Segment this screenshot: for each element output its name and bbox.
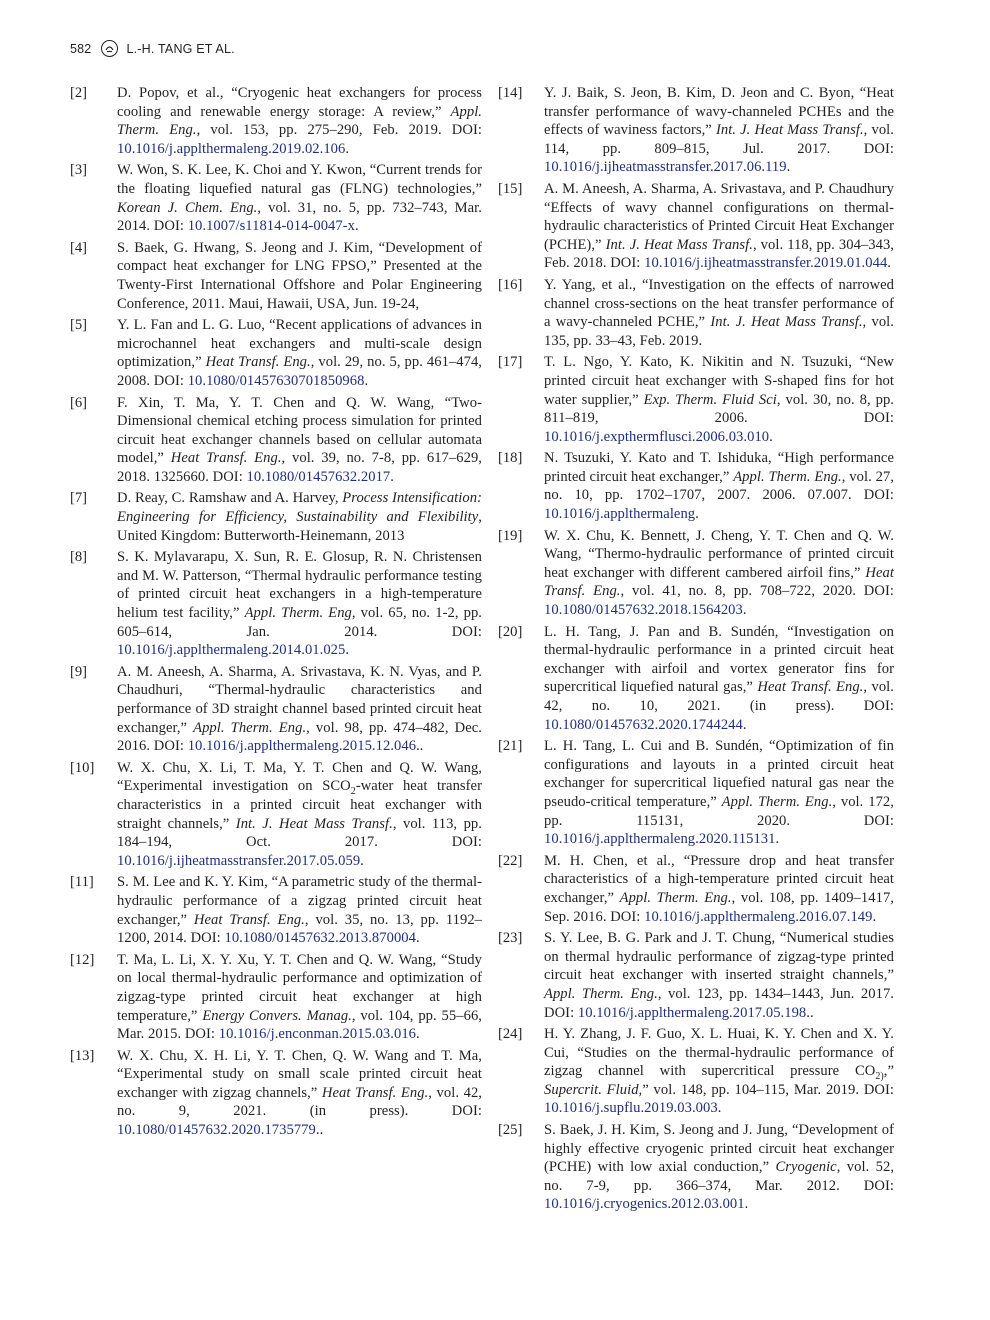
- reference-journal: Exp. Therm. Fluid Sci: [643, 391, 777, 408]
- reference-item: [498, 737, 894, 849]
- reference-text: [544, 449, 894, 523]
- reference-number: [8]: [70, 549, 88, 566]
- reference-item: [498, 1121, 894, 1214]
- reference-journal: Appl. Therm. Eng.: [544, 985, 658, 1002]
- reference-item: [70, 1047, 482, 1140]
- reference-number: [11]: [70, 874, 94, 891]
- reference-details: , vol. 27, no. 10, pp. 1702–1707, 2007. 2006. 07.007. DOI:: [544, 468, 894, 504]
- reference-doi-link[interactable]: 10.1016/j.cryogenics.2012.03.001: [544, 1196, 745, 1213]
- reference-doi-link[interactable]: 10.1016/j.expthermflusci.2006.03.010: [544, 428, 770, 445]
- reference-end: .: [416, 1026, 420, 1043]
- reference-doi-link[interactable]: 10.1016/j.applthermaleng: [544, 506, 696, 523]
- reference-title-cont: ,”: [883, 1063, 894, 1080]
- reference-number: [5]: [70, 317, 88, 334]
- reference-details: ” vol. 148, pp. 104–115, Mar. 2019. DOI:: [642, 1081, 895, 1098]
- running-header: [70, 40, 235, 57]
- reference-details: , vol. 113, pp. 184–194, Oct. 2017. DOI:: [117, 815, 482, 851]
- reference-end: .: [364, 372, 369, 389]
- reference-journal: Supercrit. Fluid,: [544, 1081, 643, 1098]
- reference-item: [70, 951, 482, 1044]
- reference-end: ..: [806, 1004, 814, 1021]
- reference-journal: Heat Transf. Eng.: [170, 450, 282, 467]
- reference-number: [4]: [70, 239, 88, 256]
- reference-text: [117, 161, 482, 235]
- reference-title-cont: -water heat transfer characteristics in a printed circuit heat exchanger with straight channels,”: [117, 778, 482, 832]
- reference-journal: Cryogenic: [775, 1159, 837, 1176]
- reference-item: [70, 161, 482, 235]
- reference-doi-link[interactable]: 10.1007/s11814-014-0047-x: [187, 218, 355, 235]
- reference-text: [117, 548, 482, 660]
- reference-details: , vol. 108, pp. 1409–1417, Sep. 2016. DOI:: [544, 889, 894, 925]
- reference-doi-link[interactable]: 10.1016/j.applthermaleng.2014.01.025: [117, 642, 346, 659]
- reference-text: [544, 852, 894, 926]
- reference-doi-link[interactable]: 10.1016/j.ijheatmasstransfer.2019.01.044: [644, 255, 888, 272]
- reference-authors-title: L. H. Tang, J. Pan and B. Sundén, “Investigation on thermal-hydraulic performance in a printed circuit heat exchanger with airfoil and vortex generator fins for supercritical liquefied natural gas,”: [544, 623, 894, 696]
- reference-item: [70, 873, 482, 947]
- reference-number: [3]: [70, 162, 88, 179]
- reference-authors-title: D. Reay, C. Ramshaw and A. Harvey,: [117, 490, 343, 507]
- reference-text: [117, 489, 482, 545]
- reference-end: .: [345, 140, 350, 157]
- reference-details: , United Kingdom: Butterworth-Heinemann, 2013: [117, 509, 482, 544]
- reference-authors-title: T. L. Ngo, Y. Kato, K. Nikitin and N. Tsuzuki, “New printed circuit heat exchanger with S-shaped fins for hot water supplier,”: [544, 354, 894, 408]
- reference-details: , vol. 104, pp. 55–66, Mar. 2015. DOI:: [117, 1007, 482, 1043]
- reference-end: .: [355, 218, 359, 235]
- reference-journal: Energy Convers. Manag.: [202, 1007, 352, 1024]
- reference-journal: Appl. Therm. Eng.: [619, 889, 732, 906]
- reference-authors-title: Y. Yang, et al., “Investigation on the effects of narrowed channel cross-sections on the heat transfer performance of a wavy-channeled PCHE,”: [544, 276, 894, 331]
- reference-number: [12]: [70, 951, 95, 968]
- reference-number: [21]: [498, 738, 523, 755]
- reference-end: .: [360, 852, 364, 869]
- reference-number: [7]: [70, 490, 88, 507]
- reference-end: .: [416, 930, 420, 947]
- reference-end: .: [872, 908, 877, 925]
- reference-details: , vol. 98, pp. 474–482, Dec. 2016. DOI:: [117, 719, 482, 755]
- reference-item: [70, 239, 482, 313]
- reference-details: , vol. 52, no. 7-9, pp. 366–374, Mar. 2012. DOI:: [544, 1159, 895, 1194]
- reference-journal: Appl. Therm. Eng.: [117, 103, 482, 139]
- reference-subscript: 2: [350, 786, 356, 798]
- reference-text: [117, 84, 482, 158]
- reference-text: [544, 180, 894, 273]
- reference-authors-title: Y. J. Baik, S. Jeon, B. Kim, D. Jeon and C. Byon, “Heat transfer performance of wavy-channeled PCHEs and the effects of waviness factors,”: [544, 85, 894, 139]
- reference-text: [544, 929, 894, 1022]
- reference-text: [544, 84, 894, 177]
- reference-item: [70, 663, 482, 756]
- reference-details: , vol. 35, no. 13, pp. 1192–1200, 2014. DOI:: [117, 911, 483, 947]
- reference-authors-title: D. Popov, et al., “Cryogenic heat exchangers for process cooling and renewable energy storage: A review,”: [117, 85, 482, 120]
- reference-doi-link[interactable]: 10.1016/j.applthermaleng.2019.02.106: [117, 140, 346, 157]
- reference-journal: Int. J. Heat Mass Transf.: [605, 236, 753, 253]
- reference-text: [117, 663, 482, 756]
- reference-doi-link[interactable]: 10.1016/j.applthermaleng.2020.115131: [544, 831, 776, 848]
- reference-journal: Heat Transf. Eng.: [193, 911, 305, 928]
- reference-doi-link[interactable]: 10.1016/j.ijheatmasstransfer.2017.05.059: [117, 852, 361, 869]
- reference-text: [544, 527, 894, 620]
- reference-number: [23]: [498, 930, 523, 947]
- reference-text: [117, 1047, 482, 1140]
- reference-item: [498, 623, 894, 735]
- reference-doi-link[interactable]: 10.1080/01457630701850968: [187, 372, 365, 389]
- reference-number: [22]: [498, 852, 523, 869]
- reference-authors-title: W. Won, S. K. Lee, K. Choi and Y. Kwon, “Current trends for the floating liquefied natural gas (FLNG) technologies,”: [117, 162, 482, 197]
- reference-number: [25]: [498, 1122, 523, 1139]
- reference-journal: Heat Transf. Eng.: [757, 679, 864, 696]
- reference-details: , vol. 29, no. 5, pp. 461–474, 2008. DOI:: [117, 354, 483, 389]
- reference-end: .: [742, 716, 747, 733]
- reference-end: .: [695, 506, 699, 523]
- reference-authors-title: A. M. Aneesh, A. Sharma, A. Srivastava, and P. Chaudhury “Effects of wavy channel configurations on thermal-hydraulic characteristics of Printed Circuit Heat Exchanger (PCHE),”: [544, 180, 894, 253]
- reference-doi-link[interactable]: 10.1080/01457632.2018.1564203: [544, 602, 743, 619]
- reference-authors-title: L. H. Tang, L. Cui and B. Sundén, “Optimization of fin configurations and layouts in a printed circuit heat exchanger for supercritical liquefied natural gas near the pseudo-critical temperature,”: [544, 738, 894, 810]
- reference-item: [70, 84, 482, 158]
- reference-details: , vol. 153, pp. 275–290, Feb. 2019. DOI:: [196, 122, 482, 139]
- reference-text: [117, 951, 482, 1044]
- reference-doi-link[interactable]: 10.1080/01457632.2020.1744244: [544, 716, 743, 733]
- reference-item: [70, 316, 482, 390]
- reference-journal: Heat Transf. Eng.: [205, 354, 311, 371]
- reference-end: .: [744, 1196, 749, 1213]
- reference-item: [498, 180, 894, 273]
- reference-text: [544, 737, 894, 849]
- reference-doi-link[interactable]: 10.1080/01457632.2013.870004: [224, 930, 416, 947]
- reference-authors-title: S. Baek, J. H. Kim, S. Jeong and J. Jung, “Development of highly effective cryogenic printed circuit heat exchanger (PCHE) with low axial conduction,”: [544, 1122, 894, 1176]
- reference-authors-title: S. Y. Lee, B. G. Park and J. T. Chung, “Numerical studies on thermal hydraulic performance of zigzag-type printed circuit heat exchanger with inserted straight channels,”: [544, 930, 894, 984]
- reference-item: [498, 84, 894, 177]
- reference-authors-title: M. H. Chen, et al., “Pressure drop and heat transfer characteristics of a high-temperature printed circuit heat exchanger,”: [544, 852, 894, 906]
- reference-doi-link[interactable]: 10.1016/j.enconman.2015.03.016: [218, 1026, 417, 1043]
- reference-item: [498, 449, 894, 523]
- reference-journal: Korean J. Chem. Eng.: [117, 199, 258, 216]
- reference-details: , vol. 65, no. 1-2, pp. 605–614, Jan. 2014. DOI:: [117, 605, 482, 640]
- reference-item: [498, 353, 894, 446]
- reference-authors-title: N. Tsuzuki, Y. Kato and T. Ishiduka, “High performance printed circuit heat exchanger,”: [544, 450, 894, 485]
- reference-number: [9]: [70, 663, 88, 680]
- reference-details: , vol. 42, no. 9, 2021. (in press). DOI:: [117, 1084, 483, 1120]
- reference-item: [70, 489, 482, 545]
- reference-number: [16]: [498, 276, 523, 293]
- reference-text: [544, 1025, 894, 1118]
- running-head-authors: L.-H. TANG ET AL.: [126, 41, 235, 56]
- reference-text: [117, 873, 482, 947]
- reference-authors-title: W. X. Chu, X. H. Li, Y. T. Chen, Q. W. Wang and T. Ma, “Experimental study on small scale printed circuit heat exchanger with zigzag channels,”: [117, 1047, 482, 1101]
- reference-end: .: [345, 642, 350, 659]
- reference-details: , vol. 41, no. 8, pp. 708–722, 2020. DOI:: [620, 583, 894, 600]
- reference-number: [13]: [70, 1047, 95, 1064]
- reference-text: [544, 353, 894, 446]
- reference-item: [498, 527, 894, 620]
- reference-number: [2]: [70, 85, 88, 101]
- reference-item: [498, 276, 894, 350]
- reference-doi-link[interactable]: 10.1016/j.applthermaleng.2016.07.149: [644, 908, 873, 925]
- reference-text: [544, 1121, 894, 1214]
- reference-item: [498, 1025, 894, 1118]
- reference-doi-link[interactable]: 10.1016/j.applthermaleng.2017.05.198: [577, 1004, 807, 1021]
- reference-text: [117, 316, 482, 390]
- reference-details: , vol. 39, no. 7-8, pp. 617–629, 2018. 1325660. DOI:: [117, 450, 482, 485]
- reference-authors-title: S. M. Lee and K. Y. Kim, “A parametric study of the thermal-hydraulic performance of a zigzag printed circuit heat exchanger,”: [117, 874, 482, 928]
- reference-journal: Appl. Therm. Eng: [244, 605, 352, 622]
- reference-number: [17]: [498, 354, 523, 371]
- reference-item: [70, 548, 482, 660]
- reference-journal: Appl. Therm. Eng.: [721, 793, 833, 810]
- page-number: 582: [70, 41, 92, 56]
- reference-journal: Heat Transf. Eng.: [321, 1084, 429, 1101]
- reference-authors-title: S. Baek, G. Hwang, S. Jeong and J. Kim, “Development of compact heat exchanger for LNG FPSO,” Presented at the Twenty-First International Offshore and Polar Engineering Conference, 2011. Maui, Hawaii, USA, Jun. 19-24,: [117, 239, 482, 312]
- reference-number: [19]: [498, 527, 523, 544]
- reference-authors-title: T. Ma, L. Li, X. Y. Xu, Y. T. Chen and Q. W. Wang, “Study on local thermal-hydraulic performance and optimization of zigzag-type printed circuit heat exchanger at high temperature,”: [117, 951, 482, 1024]
- reference-subscript: 2): [875, 1071, 884, 1083]
- reference-details: , vol. 42, no. 10, 2021. (in press). DOI:: [544, 679, 894, 714]
- reference-number: [20]: [498, 623, 523, 640]
- reference-end: .: [717, 1100, 722, 1117]
- reference-end: .: [769, 428, 773, 445]
- reference-number: [14]: [498, 85, 523, 101]
- reference-text: [544, 276, 894, 350]
- reference-details: , vol. 114, pp. 809–815, Jul. 2017. DOI:: [544, 122, 894, 157]
- reference-details: , vol. 172, pp. 115131, 2020. DOI:: [544, 793, 894, 829]
- reference-item: [70, 394, 482, 487]
- reference-end: .: [786, 159, 791, 176]
- reference-authors-title: W. X. Chu, K. Bennett, J. Cheng, Y. T. Chen and Q. W. Wang, “Thermo-hydraulic performance of printed circuit heat exchanger with different cambered airfoil fins,”: [544, 527, 894, 581]
- reference-number: [6]: [70, 394, 88, 411]
- reference-details: , vol. 31, no. 5, pp. 732–743, Mar. 2014. DOI:: [117, 199, 482, 235]
- reference-number: [10]: [70, 759, 95, 776]
- reference-authors-title: F. Xin, T. Ma, Y. T. Chen and Q. W. Wang, “Two-Dimensional chemical etching process simulation for printed circuit heat exchanger channels based on cellular automata model,”: [117, 394, 482, 467]
- reference-authors-title: W. X. Chu, X. Li, T. Ma, Y. T. Chen and Q. W. Wang, “Experimental investigation on SCO: [117, 759, 482, 795]
- reference-journal: Int. J. Heat Mass Transf.: [235, 815, 393, 832]
- reference-doi-link[interactable]: 10.1016/j.ijheatmasstransfer.2017.06.119: [544, 159, 787, 176]
- reference-end: .: [775, 831, 780, 848]
- reference-authors-title: Y. L. Fan and L. G. Luo, “Recent applications of advances in microchannel heat exchangers and multi-scale design optimization,”: [117, 317, 482, 371]
- reference-doi-link[interactable]: 10.1016/j.supflu.2019.03.003: [544, 1100, 718, 1117]
- reference-text: [117, 239, 482, 313]
- reference-doi-link[interactable]: 10.1080/01457632.2017: [246, 468, 391, 485]
- references-right-column: [498, 84, 894, 1217]
- reference-end: .: [390, 468, 394, 485]
- reference-journal: Int. J. Heat Mass Transf.: [710, 314, 863, 331]
- reference-details: , vol. 135, pp. 33–43, Feb. 2019.: [544, 314, 894, 349]
- reference-details: , vol. 30, no. 8, pp. 811–819, 2006. DOI:: [544, 391, 894, 427]
- reference-number: [15]: [498, 180, 523, 197]
- reference-text: [544, 623, 894, 735]
- reference-details: , vol. 118, pp. 304–343, Feb. 2018. DOI:: [544, 236, 894, 272]
- reference-text: [117, 759, 482, 871]
- reference-item: [498, 929, 894, 1022]
- reference-text: [117, 394, 482, 487]
- reference-authors-title: H. Y. Zhang, J. F. Guo, X. L. Huai, K. Y. Chen and X. Y. Cui, “Studies on the thermal-hydraulic performance of zigzag channel with supercritical pressure CO: [544, 1026, 894, 1080]
- publisher-logo-icon: [101, 40, 118, 57]
- reference-end: ..: [416, 738, 424, 755]
- references-left-column: [70, 84, 482, 1143]
- reference-end: .: [887, 255, 891, 272]
- reference-end: ..: [315, 1122, 324, 1139]
- reference-details: , vol. 123, pp. 1434–1443, Jun. 2017. DOI:: [544, 985, 895, 1021]
- reference-journal: Appl. Therm. Eng.: [193, 719, 307, 736]
- reference-authors-title: A. M. Aneesh, A. Sharma, A. Srivastava, K. N. Vyas, and P. Chaudhuri, “Thermal-hydraulic characteristics and performance of 3D straight channel based printed circuit heat exchanger,”: [117, 663, 482, 736]
- reference-journal: Heat Transf. Eng.: [544, 564, 894, 600]
- reference-number: [24]: [498, 1026, 523, 1043]
- reference-journal: Appl. Therm. Eng.: [733, 468, 842, 485]
- reference-item: [498, 852, 894, 926]
- reference-doi-link[interactable]: 10.1080/01457632.2020.1735779: [117, 1122, 316, 1139]
- reference-end: .: [742, 602, 747, 619]
- reference-journal: Int. J. Heat Mass Transf.: [715, 122, 864, 139]
- reference-number: [18]: [498, 450, 523, 467]
- reference-authors-title: S. K. Mylavarapu, X. Sun, R. E. Glosup, R. N. Christensen and M. W. Patterson, “Thermal hydraulic performance testing of printed circuit heat exchangers in a high-temperature helium test facility,”: [117, 549, 482, 622]
- reference-doi-link[interactable]: 10.1016/j.applthermaleng.2015.12.046: [187, 738, 417, 755]
- reference-journal: Process Intensification: Engineering for Efficiency, Sustainability and Flexibility: [117, 490, 482, 526]
- reference-item: [70, 759, 482, 871]
